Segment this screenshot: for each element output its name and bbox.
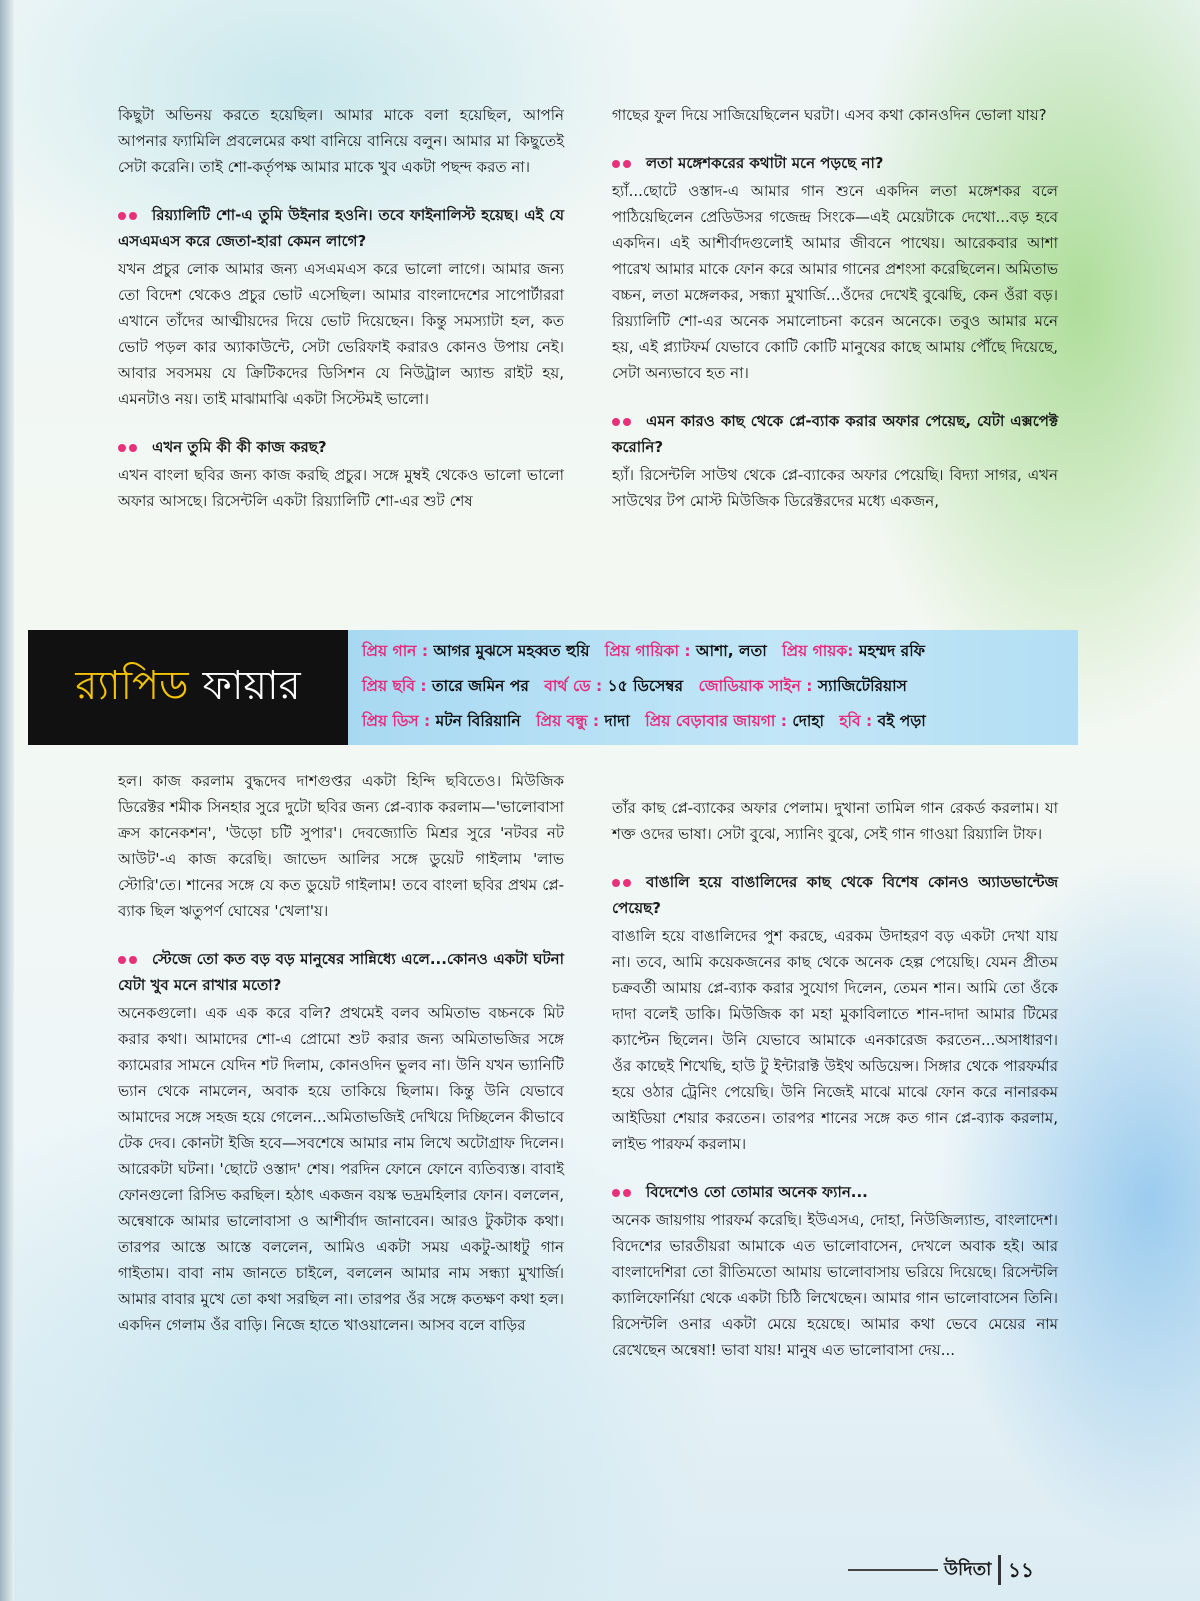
fact-label: জোডিয়াক সাইন : <box>698 677 813 695</box>
bullet-dots-icon <box>612 878 636 888</box>
rapid-fire-row <box>362 634 1064 669</box>
fact-label: প্রিয় গান : <box>362 642 429 660</box>
fact-value: মটন বিরিয়ানি <box>435 712 521 730</box>
fact-value: দাদা <box>604 712 630 730</box>
answer: হ্যাঁ...ছোটে ওস্তাদ-এ আমার গান শুনে একদিন লতা মঙ্গেশকর বলে পাঠিয়েছিলেন প্রেডিউসর গজেন্দ্র সিংকে—এই মেয়েটাকে দেখো...বড় হবে একদিন। এই আশীর্বাদগুলোই আমার জীবনে পাথেয়। আরেকবার আশা পারেখ আমার মাকে ফোন করে আমার গানের প্রশংসা করেছিলেন। অমিতাভ বচ্চন, লতা মঙ্গেলকর, সন্ধ্যা মুখার্জি...ওঁদের দেখেই বুঝেছি, কেন ওঁরা বড়। রিয়্যালিটি শো-এর অনেক সমালোচনা করেন অনেকে। তবুও আমার মনে হয়, এই প্ল্যাটফর্ম যেভাবে কোটি কোটি মানুষের কাছে আমায় পৌঁছে দিয়েছে, সেটা অন্যভাবে হত না। <box>612 182 1058 382</box>
answer: অনেকগুলো। এক এক করে বলি? প্রথমেই বলব অমিতাভ বচ্চনকে মিট করার কথা। আমাদের শো-এ প্রোমো শুট করার জন্য অমিতাভজির সঙ্গে ক্যামেরার সামনে যেদিন শট দিলাম, কোনওদিন ভুলব না। উনি যখন ভ্যানিটি ভ্যান থেকে নামলেন, অবাক হয়ে তাকিয়ে ছিলাম। কিন্তু উনি যেভাবে আমাদের সঙ্গে সহজ হয়ে গেলেন...অমিতাভজিই দেখিয়ে দিচ্ছিলেন কীভাবে টেক দেব। কোনটা ইজি হবে—সবশেষে আমার নাম লিখে অটোগ্রাফ দিলেন। আরেকটা ঘটনা। 'ছোটে ওস্তাদ' শেষ। পরদিন ফোনে ফোনে ব্যতিব্যস্ত। বাবাই ফোনগুলো রিসিভ করছিল। হঠাৎ একজন বয়স্ক ভদ্রমহিলার ফোন। বললেন, অন্বেষাকে আমার ভালোবাসা ও আশীর্বাদ জানাবেন। আরও টুকটাক কথা। তারপর আস্তে আস্তে বললেন, আমিও একটা সময় একটু-আধটু গান গাইতাম। বাবা নাম জানতে চাইলে, বললেন আমার নাম সন্ধ্যা মুখার্জি। আমার বাবার মুখে তো কথা সরছিল না। তারপর ওঁর সঙ্গে কতক্ষণ কথা হল। একদিন গেলাম ওঁর বাড়ি। নিজে হাতে খাওয়ালেন। আসব বলে বাড়ির <box>118 1004 564 1334</box>
rapid-fire-facts <box>348 630 1078 745</box>
paragraph: কিছুটা অভিনয় করতে হয়েছিল। আমার মাকে বলা হয়েছিল, আপনি আপনার ফ্যামিলি প্রবলেমের কথা বানিয়ে বানিয়ে বলুন। আমার মা কিছুতেই সেটা করেনি। তাই শো-কর্তৃপক্ষ আমার মাকে খুব একটা পছন্দ করত না। <box>118 106 564 176</box>
bullet-dots-icon <box>612 159 636 169</box>
fact-value: মহম্মদ রফি <box>858 642 925 660</box>
question: বিদেশেও তো তোমার অনেক ফ্যান... <box>612 1179 1058 1205</box>
magazine-name: উদিতা <box>944 1559 992 1580</box>
question: রিয়্যালিটি শো-এ তুমি উইনার হওনি। তবে ফাইনালিস্ট হয়েছ। এই যে এসএমএস করে জেতা-হারা কেমন লাগে? <box>118 206 564 250</box>
fact-label: প্রিয় গায়ক: <box>782 642 854 660</box>
fact-label: হবি : <box>839 712 873 730</box>
fact-value: ১৫ ডিসেম্বর <box>607 677 684 695</box>
answer: অনেক জায়গায় পারফর্ম করেছি। ইউএসএ, দোহা, নিউজিল্যান্ড, বাংলাদেশ। বিদেশের ভারতীয়রা আমাকে এত ভালোবাসেন, দেখলে অবাক হই। আর বাংলাদেশিরা তো রীতিমতো আমায় ভালোবাসায় ভরিয়ে দিয়েছে। রিসেন্টলি ক্যালিফোর্নিয়া থেকে একটা চিঠি লিখেছেন। আমার গান ভালোবাসেন তিনি। রিসেন্টলি ওনার একটা মেয়ে হয়েছে। আমার কথা ভেবে মেয়ের নাম রেখেছেন অন্বেষা! ভাবা যায়! মানুষ এত ভালোবাসা দেয়... <box>612 1211 1058 1359</box>
question: এমন কারও কাছ থেকে প্লে-ব্যাক করার অফার পেয়েছ, যেটা এক্সপেক্ট করোনি? <box>612 412 1058 456</box>
bullet-dots-icon <box>118 211 142 221</box>
question: লতা মঙ্গেশকরের কথাটা মনে পড়ছে না? <box>612 150 1058 176</box>
rapid-fire-row <box>362 669 1064 704</box>
fact-label: প্রিয় বেড়াবার জায়গা : <box>645 712 787 730</box>
right-bottom-column <box>612 795 1058 1363</box>
rapid-fire-row <box>362 704 1064 739</box>
fact-value: বই পড়া <box>877 712 926 730</box>
fact-value: স্যাজিটেরিয়াস <box>817 677 907 695</box>
answer: হ্যাঁ। রিসেন্টলি সাউথ থেকে প্লে-ব্যাকের অফার পেয়েছি। বিদ্যা সাগর, এখন সাউথের টপ মোস্ট মিউজিক ডিরেক্টরদের মধ্যে একজন, <box>612 466 1058 510</box>
right-top-column <box>612 102 1058 514</box>
paragraph: গাছের ফুল দিয়ে সাজিয়েছিলেন ঘরটা। এসব কথা কোনওদিন ভোলা যায়? <box>612 106 1047 124</box>
paragraph: হল। কাজ করলাম বুদ্ধদেব দাশগুপ্তর একটা হিন্দি ছবিতেও। মিউজিক ডিরেক্টর শমীক সিনহার সুরে দুটো ছবির জন্য প্লে-ব্যাক করলাম—'ভালোবাসা ক্রস কানেকশন', 'উড়ো চটি সুপার'। দেবজ্যোতি মিশ্রর সুরে 'নটবর নট আউট'-এ কাজ করেছি। জাভেদ আলির সঙ্গে ডুয়েট গাইলাম 'লাভ স্টোরি'তে। শানের সঙ্গে যে কত ডুয়েট গাইলাম! তবে বাংলা ছবির প্রথম প্লে-ব্যাক ছিল ঋতুপর্ণ ঘোষের 'খেলা'য়। <box>118 772 564 920</box>
page-spine <box>0 0 14 1601</box>
bullet-dots-icon <box>612 1188 636 1198</box>
page-footer <box>848 1555 1108 1585</box>
fact-label: প্রিয় বন্ধু : <box>536 712 600 730</box>
bullet-dots-icon <box>118 443 142 453</box>
rapid-fire-title-part1: র‍্যাপিড <box>75 663 189 709</box>
fact-value: দোহা <box>792 712 824 730</box>
fact-label: প্রিয় গায়িকা : <box>604 642 691 660</box>
answer: যখন প্রচুর লোক আমার জন্য এসএমএস করে ভালো লাগে। আমার জন্য তো বিদেশ থেকেও প্রচুর ভোট এসেছিল। আমার বাংলাদেশের সাপোর্টাররা এখানে তাঁদের আত্মীয়দের দিয়ে ভোট দিয়েছেন। কিন্তু সমস্যাটা হল, কত ভোট পড়ল কার অ্যাকাউন্টে, সেটা ভেরিফাই করারও কোনও উপায় নেই। আবার সবসময় যে ক্রিটিকদের ডিসিশন যে নিউট্রাল অ্যান্ড রাইট হয়, এমনটাও নয়। তাই মাঝামাঝি একটা সিস্টেমই ভালো। <box>118 260 564 408</box>
question: এখন তুমি কী কী কাজ করছ? <box>118 434 564 460</box>
answer: এখন বাংলা ছবির জন্য কাজ করছি প্রচুর। সঙ্গে মুম্বই থেকেও ভালো ভালো অফার আসছে। রিসেন্টলি একটা রিয়্যালিটি শো-এর শুট শেষ <box>118 466 564 510</box>
footer-divider <box>998 1555 1001 1585</box>
fact-value: আগর মুঝসে মহব্বত হুয়ি <box>433 642 590 660</box>
rapid-fire-title <box>28 630 348 745</box>
left-bottom-column <box>118 768 564 1338</box>
fact-value: তারে জমিন পর <box>432 677 529 695</box>
paragraph: তাঁর কাছ প্লে-ব্যাকের অফার পেলাম। দুখানা তামিল গান রেকর্ড করলাম। যা শক্ত ওদের ভাষা। সেটা বুঝে, স্যানিং বুঝে, সেই গান গাওয়া রিয়্যালি টাফ। <box>612 799 1058 843</box>
bullet-dots-icon <box>118 955 142 965</box>
question: বাঙালি হয়ে বাঙালিদের কাছ থেকে বিশেষ কোনও অ্যাডভান্টেজ পেয়েছ? <box>612 873 1058 917</box>
bullet-dots-icon <box>612 417 636 427</box>
left-top-column <box>118 102 564 514</box>
fact-label: প্রিয় ডিস : <box>362 712 431 730</box>
fact-value: আশা, লতা <box>695 642 767 660</box>
fact-label: বার্থ ডে : <box>544 677 603 695</box>
question: স্টেজে তো কত বড় বড় মানুষের সান্নিধ্যে এলে...কোনও একটা ঘটনা যেটা খুব মনে রাখার মতো? <box>118 950 564 994</box>
footer-rule <box>848 1569 938 1571</box>
fact-label: প্রিয় ছবি : <box>362 677 427 695</box>
answer: বাঙালি হয়ে বাঙালিদের পুশ করছে, এরকম উদাহরণ বড় একটা দেখা যায় না। তবে, আমি কয়েকজনের কাছ থেকে অনেক হেল্প পেয়েছি। যেমন প্রীতম চক্রবর্তী আমায় প্লে-ব্যাক করার সুযোগ দিলেন, তেমন শান। আমি তো ওঁকে দাদা বলেই ডাকি। মিউজিক কা মহা মুকাবিলাতে শান-দাদা আমার টিমের ক্যাপ্টেন ছিলেন। উনি যেভাবে আমাকে এনকারেজ করতেন...অসাধারণ। ওঁর কাছেই শিখেছি, হাউ টু ইন্টারাক্ট উইথ অডিয়েন্স। সিঙ্গার থেকে পারফর্মার হয়ে ওঠার ট্রেনিং পেয়েছি। উনি নিজেই মাঝে মাঝে ফোন করে নানারকম আইডিয়া শেয়ার করতেন। তারপর শানের সঙ্গে কত গান প্লে-ব্যাক করলাম, লাইভ পারফর্ম করলাম। <box>612 927 1058 1153</box>
rapid-fire-banner <box>28 630 1078 745</box>
page-number: ১১ <box>1008 1558 1034 1582</box>
rapid-fire-title-part2: ফায়ার <box>202 663 301 709</box>
